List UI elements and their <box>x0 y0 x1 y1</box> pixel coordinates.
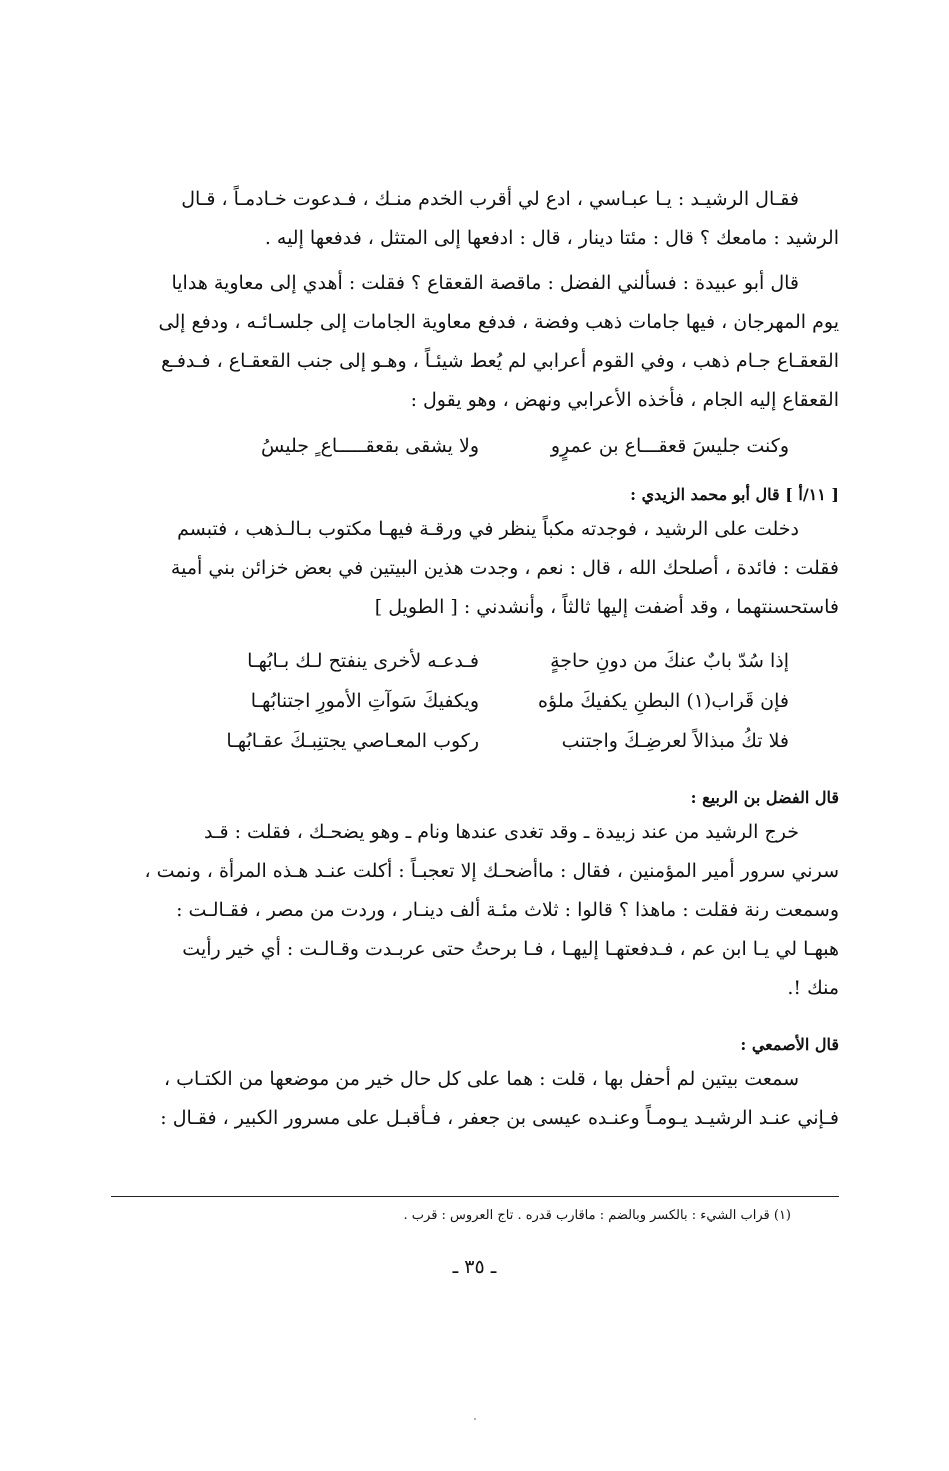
page-body <box>111 180 839 1138</box>
text-line: سمعت بيتين لم أحفل بها ، قلت : هما على كل حال خير من موضعها من الكتـاب ، <box>164 1068 799 1090</box>
text-line: وسمعت رنة فقلت : ماهذا ؟ قالوا : ثلاث مئـة ألف دينـار ، وردت من مصر ، فقـالـت : <box>176 899 839 921</box>
paragraph-abu-ubayda <box>111 264 839 420</box>
verse-qaqaa <box>111 426 839 466</box>
paragraph-rashid-abbasi <box>111 180 839 258</box>
verse-poem-tawil <box>111 641 839 761</box>
text-line: دخلت على الرشيد ، فوجدته مكباً ينظر في ورقـة فيهـا مكتوب بـالـذهب ، فتبسم <box>177 518 799 540</box>
verse-first-hemistich: وكنت جليسَ قعقـــاع بن عمرٍو <box>550 435 789 457</box>
verse-second-hemistich: ويكفيكَ سَوآتِ الأمورِ اجتنابُهـا <box>250 690 479 712</box>
footnote-separator <box>111 1196 839 1197</box>
verse-first-hemistich: إذا سُدّ بابٌ عنكَ من دونِ حاجةٍ <box>550 650 789 672</box>
heading-zaydi: [ ١١/أ ] قال أبو محمد الزيدي : <box>630 485 839 504</box>
heading-asmai: قال الأصمعي : <box>740 1035 839 1054</box>
paragraph-asmai <box>111 1060 839 1138</box>
text-line: القعقاع إليه الجام ، فأخذه الأعرابي ونهض ، وهو يقول : <box>410 389 839 411</box>
text-line: القعقـاع جـام ذهب ، وفي القوم أعرابي لم يُعط شيئـاً ، وهـو إلى جنب القعقـاع ، فـدفـع <box>161 350 839 372</box>
text-line: قال أبو عبيدة : فسألني الفضل : ماقصة القعقاع ؟ فقلت : أهدي إلى معاوية هدايا <box>171 272 799 294</box>
verse-second-hemistich: فـدعـه لأخرى ينفتح لـك بـابُهـا <box>247 650 479 672</box>
text-line: فقلت : فائدة ، أصلحك الله ، قال : نعم ، وجدت هذين البيتين في بعض خزائن بني أمية <box>170 557 839 579</box>
verse-second-hemistich: ركوب المعـاصي يجتنِبـكَ عقـابُهـا <box>226 730 479 752</box>
scan-speck <box>474 1418 476 1420</box>
paragraph-zubayda <box>111 813 839 1008</box>
verse-line <box>111 721 839 761</box>
text-line: فقـال الرشيـد : يـا عبـاسي ، ادع لي أقرب الخدم منـك ، فـدعوت خـادمـاً ، قـال <box>181 188 799 210</box>
heading-fadl: قال الفضل بن الربيع : <box>690 788 839 807</box>
text-line: خرج الرشيد من عند زبيدة ـ وقد تغدى عندها ونام ـ وهو يضحـك ، فقلت : قـد <box>203 821 799 843</box>
text-line: الرشيد : مامعك ؟ قال : مئتا دينار ، قال : ادفعها إلى المتثل ، فدفعها إليه . <box>264 227 839 249</box>
verse-line <box>111 641 839 681</box>
text-line: سرني سرور أمير المؤمنين ، فقال : ماأضحـك إلا تعجبـاً : أكلت عنـد هـذه المرأة ، ونمت ، <box>144 860 839 882</box>
footnote: (١) قراب الشيء : بالكسر وبالضم : ماقارب قدره . تاج العروس : قرب . <box>403 1208 791 1223</box>
text-line: هبهـا لي يـا ابن عم ، فـدفعتهـا إليهـا ، فـا برحتُ حتى عربـدت وقـالـت : أي خير رأيت <box>182 938 839 960</box>
verse-second-hemistich: ولا يشقى بقعقـــــاع ٍ جليسُ <box>260 435 479 457</box>
text-line: منك !. <box>787 977 839 999</box>
verse-first-hemistich: فلا تكُ مبذالاً لعرضِـكَ واجتنب <box>561 730 789 752</box>
verse-first-hemistich: فإن قَراب(١) البطنِ يكفيكَ ملؤه <box>538 690 789 712</box>
text-line: فاستحسنتهما ، وقد أضفت إليها ثالثاً ، وأنشدني : [ الطويل ] <box>374 596 839 618</box>
paragraph-golden-paper <box>111 510 839 627</box>
verse-line <box>111 681 839 721</box>
page-number: ـ ٣٥ ـ <box>452 1256 497 1278</box>
verse-line <box>111 426 839 466</box>
text-line: يوم المهرجان ، فيها جامات ذهب وفضة ، فدفع معاوية الجامات إلى جلسـائـه ، ودفع إلى <box>158 311 839 333</box>
text-line: فـإني عنـد الرشيـد يـومـاً وعنـده عيسى بن جعفر ، فـأقبـل على مسرور الكبير ، فقـال : <box>160 1107 839 1129</box>
